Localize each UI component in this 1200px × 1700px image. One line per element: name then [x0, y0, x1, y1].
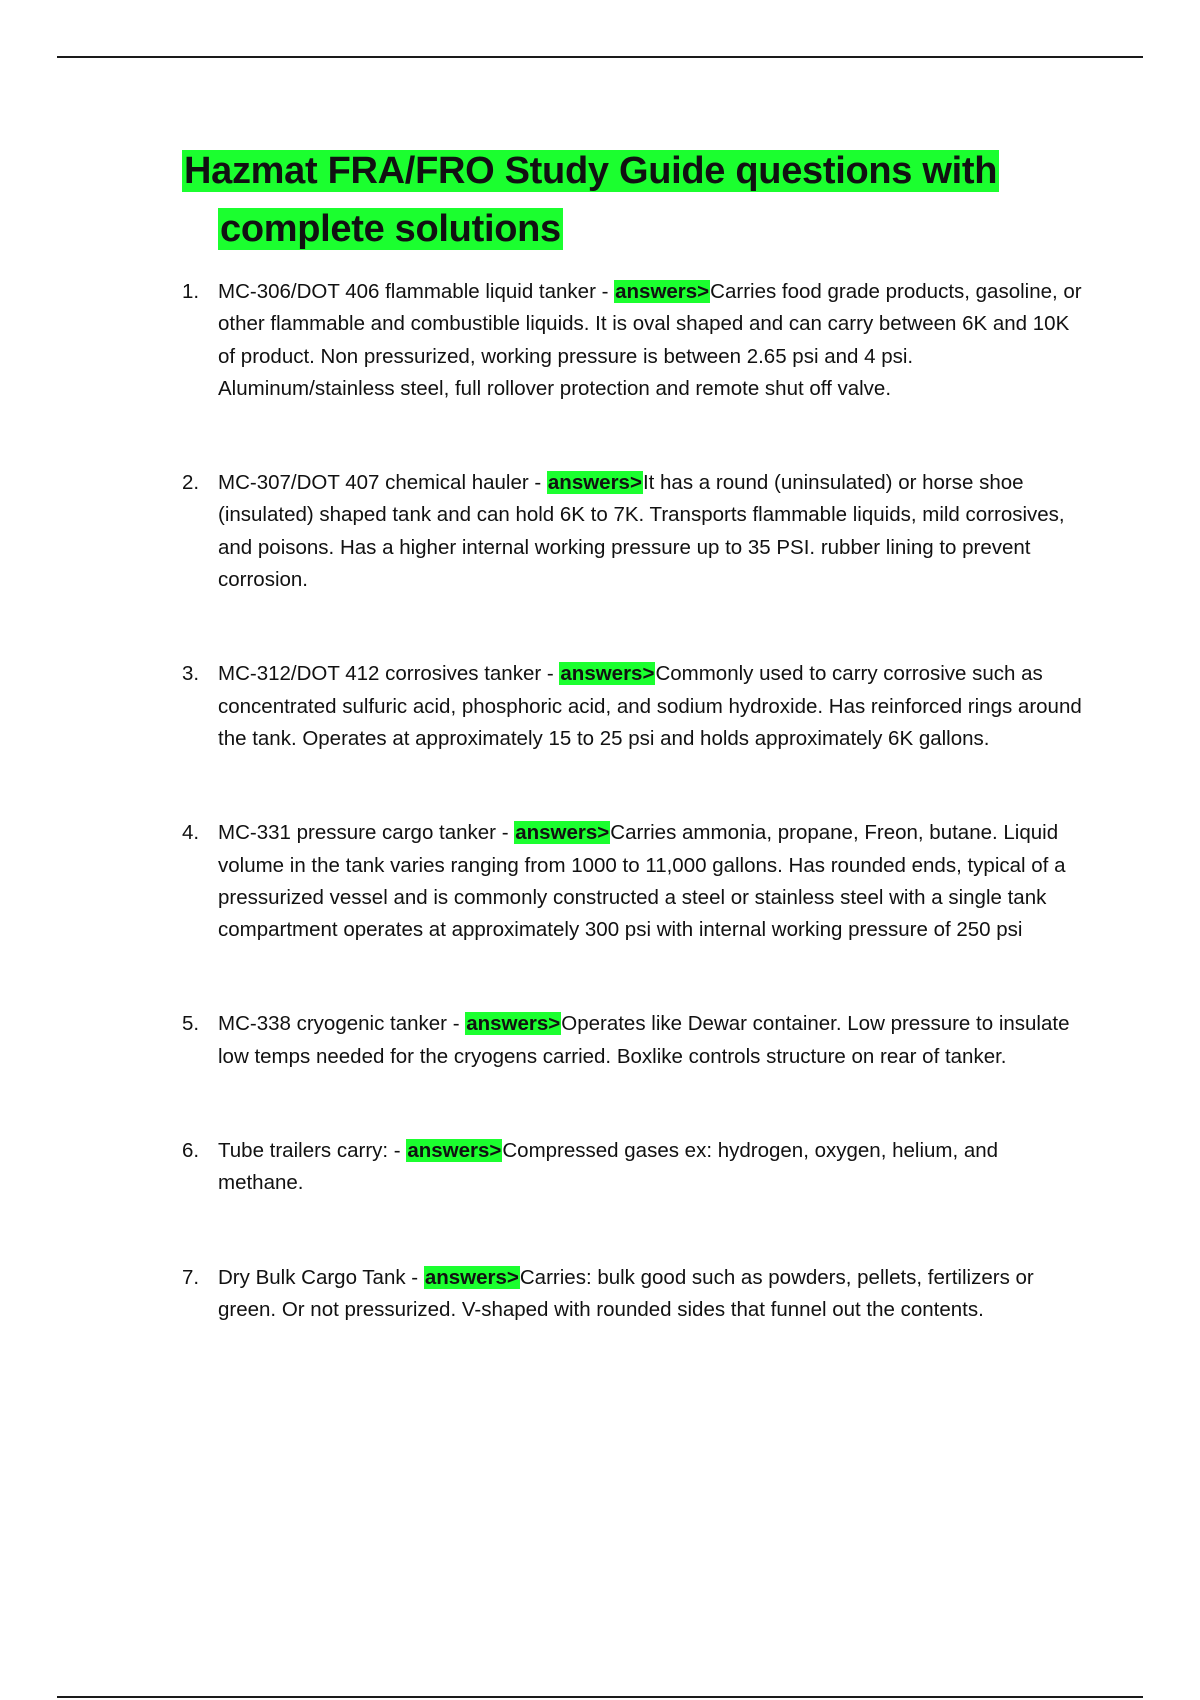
question-text: MC-312/DOT 412 corrosives tanker -	[218, 662, 560, 686]
item-number: 6.	[182, 1139, 200, 1163]
list-item	[182, 658, 1087, 755]
list-item	[182, 1008, 1087, 1073]
answers-tag: answers>	[615, 280, 710, 303]
question-text: MC-338 cryogenic tanker -	[218, 1012, 466, 1036]
list-item	[182, 276, 1087, 405]
answer-text: Carries food grade products, gasoline, or other flammable and combustible liquids. It is oval shaped and can carry between 6K and 10K of product. Non pressurized, working pressure is between 2.65 psi and 4 psi. Aluminum/stainless steel, full rollover protection and remote shut off valve.	[218, 280, 1082, 400]
question-text: MC-306/DOT 406 flammable liquid tanker -	[218, 280, 615, 303]
header-rule	[57, 56, 1143, 58]
answers-tag: answers>	[407, 1139, 502, 1163]
answer-text: Operates like Dewar container. Low pressure to insulate low temps needed for the cryogens carried. Boxlike controls structure on rear of tanker.	[218, 1012, 1070, 1068]
question-text: MC-331 pressure cargo tanker -	[218, 821, 515, 845]
title-line-1: Hazmat FRA/FRO Study Guide questions with	[184, 150, 998, 192]
answer-text: It has a round (uninsulated) or horse shoe (insulated) shaped tank and can hold 6K to 7K. Transports flammable liquids, mild corrosives, and poisons. Has a higher internal working pressure up to 35 PSI. rubber lining to prevent corrosion.	[218, 471, 1065, 592]
question-text: Dry Bulk Cargo Tank -	[218, 1265, 424, 1289]
list-item	[182, 467, 1087, 596]
question-text: MC-307/DOT 407 chemical hauler -	[218, 471, 547, 495]
item-number: 7.	[182, 1265, 200, 1289]
list-item	[182, 817, 1087, 946]
answer-text: Compressed gases ex: hydrogen, oxygen, helium, and methane.	[218, 1139, 999, 1195]
item-number: 2.	[182, 471, 200, 495]
footer-rule	[57, 1696, 1143, 1698]
answers-tag: answers>	[547, 471, 642, 495]
item-number: 3.	[182, 662, 200, 686]
item-number: 5.	[182, 1012, 200, 1036]
item-number: 1.	[182, 280, 200, 303]
list-item	[182, 1135, 1087, 1200]
question-text: Tube trailers carry: -	[218, 1139, 407, 1163]
question-list	[182, 276, 1087, 1388]
answer-text: Commonly used to carry corrosive such as concentrated sulfuric acid, phosphoric acid, and sodium hydroxide. Has reinforced rings around the tank. Operates at approximately 15 to 25 psi and holds approximately 6K gallons.	[218, 662, 1082, 750]
document-title	[182, 142, 1082, 258]
answer-text: Carries ammonia, propane, Freon, butane. Liquid volume in the tank varies ranging from 1000 to 11,000 gallons. Has rounded ends, typical of a pressurized vessel and is commonly constructed a steel or stainless steel with a single tank compartment operates at approximately 300 psi with internal working pressure of 250 psi	[218, 821, 1066, 942]
answer-text: Carries: bulk good such as powders, pellets, fertilizers or green. Or not pressurized. V-shaped with rounded sides that funnel out the contents.	[218, 1265, 1034, 1321]
answers-tag: answers>	[424, 1265, 519, 1289]
answers-tag: answers>	[560, 662, 655, 686]
answers-tag: answers>	[466, 1012, 561, 1036]
item-number: 4.	[182, 821, 200, 845]
answers-tag: answers>	[515, 821, 610, 845]
title-line-2: complete solutions	[220, 208, 561, 250]
list-item	[182, 1262, 1087, 1327]
